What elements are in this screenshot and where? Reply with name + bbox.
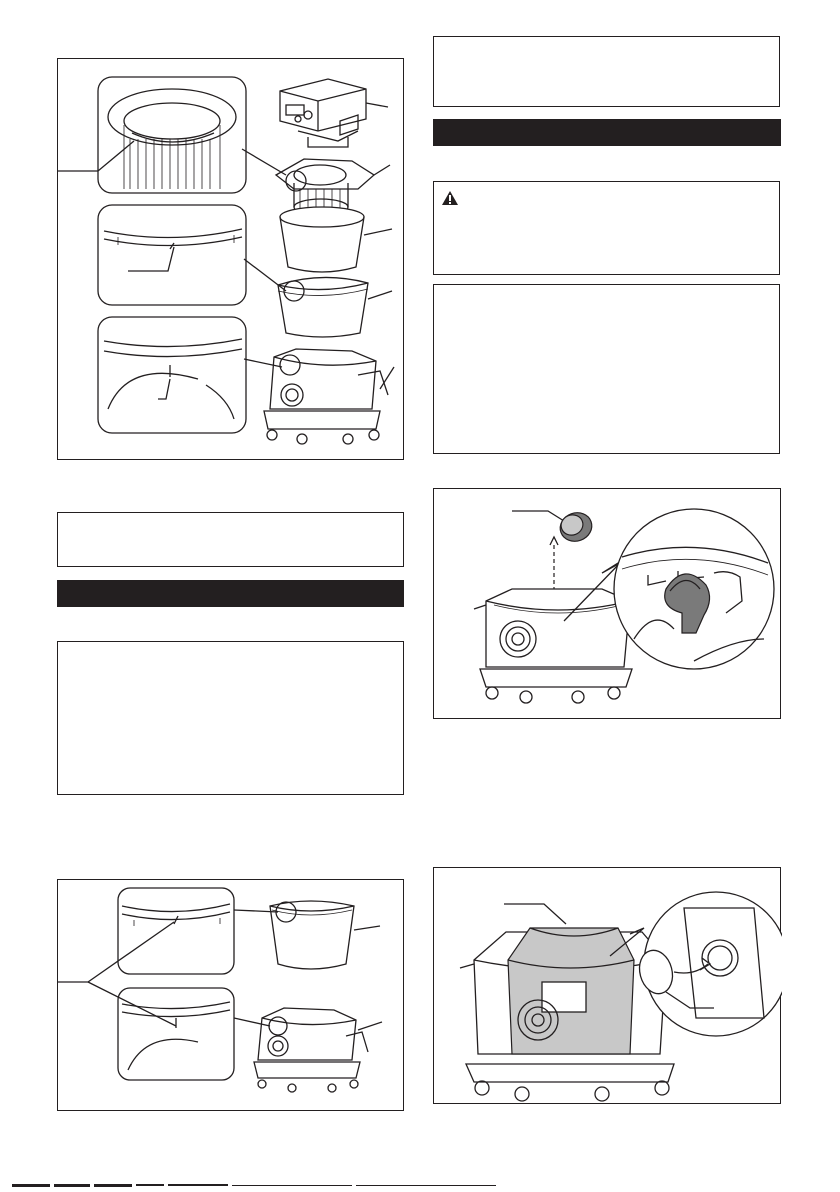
exploded-assembly-illustration (58, 59, 405, 461)
note-box-4 (433, 284, 780, 454)
tank-illustration-2 (474, 589, 632, 703)
figure-exploded-assembly (57, 58, 404, 460)
figure-dust-bag-install (433, 867, 781, 1104)
note-box-3 (433, 36, 780, 107)
motor-head-illustration (280, 79, 388, 147)
figure-filter-bag-install (57, 879, 404, 1111)
zoom-panel-tank-rim (98, 317, 246, 433)
note-box-2 (57, 641, 404, 795)
section-heading-bar-2 (433, 119, 781, 146)
cap-illustration (556, 508, 596, 545)
filter-illustration (242, 149, 390, 215)
warning-triangle-icon (441, 190, 459, 206)
cloth-filter-illustration (280, 207, 392, 272)
zoom-panel-bag-edge-2 (118, 888, 234, 974)
dust-bag-install-illustration (434, 868, 782, 1105)
tank-illustration (244, 349, 394, 444)
zoom-panel-tank-rim-2 (118, 988, 234, 1080)
cap-removal-illustration (434, 489, 782, 720)
warning-box (433, 181, 780, 275)
filter-bag-illustration (244, 259, 392, 337)
dust-bag-illustration (508, 928, 634, 1054)
footer-strip (12, 1182, 532, 1188)
note-box-1 (57, 512, 404, 567)
figure-cap-removal (433, 488, 781, 719)
section-heading-bar-1 (57, 580, 404, 607)
filter-bag-install-illustration (58, 880, 405, 1112)
